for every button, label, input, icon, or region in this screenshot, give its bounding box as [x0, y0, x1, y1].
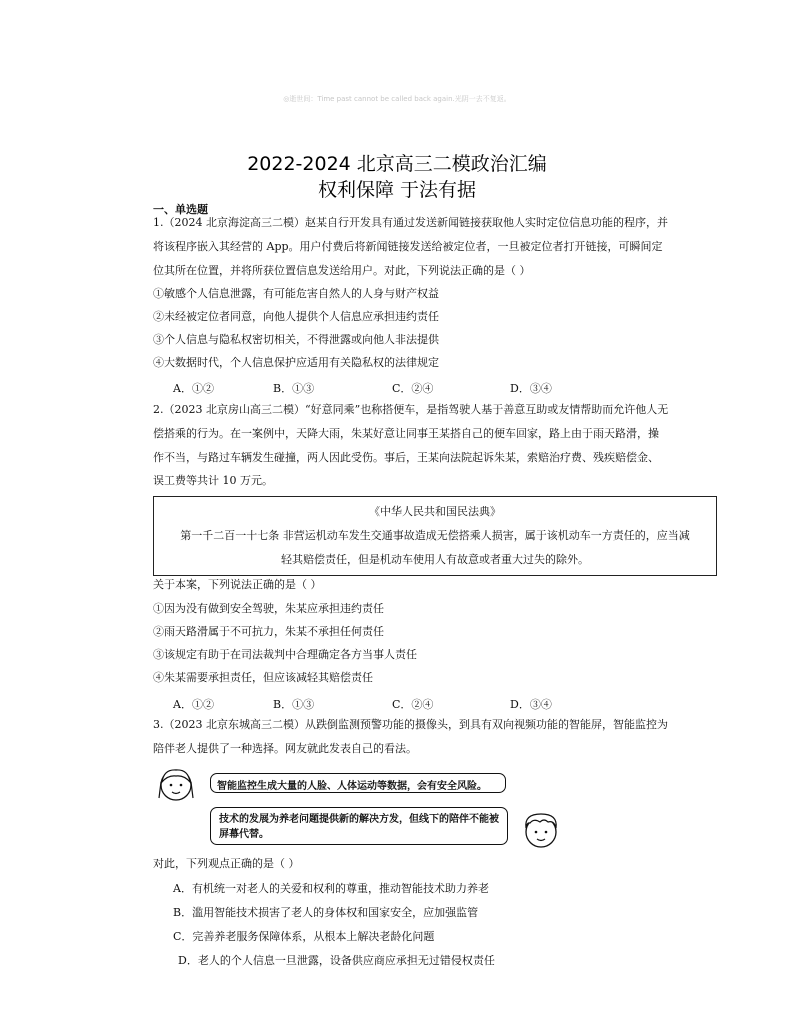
option-d[interactable]: D．③④: [510, 698, 552, 711]
option-b[interactable]: B．滥用智能技术损害了老人的身体权和国家安全，应加强监管: [173, 906, 479, 919]
law-text-line: 第一千二百一十七条 非营运机动车发生交通事故造成无偿搭乘人损害，属于该机动车一方责任的，应当减: [180, 529, 690, 542]
speech-bubble-1: 智能监控生成大量的人脸、人体运动等数据，会有安全风险。: [210, 773, 506, 793]
option-b[interactable]: B．①③: [273, 698, 315, 711]
question-2-stem-line: 作不当，与路过车辆发生碰撞，两人因此受伤。事后，王某向法院起诉朱某，索赔治疗费、残疾赔偿金、: [153, 451, 659, 464]
girl-avatar-icon: [156, 764, 204, 804]
question-1-statement: ③个人信息与隐私权密切相关，不得泄露或向他人非法提供: [153, 333, 439, 346]
question-2-statement: ③该规定有助于在司法裁判中合理确定各方当事人责任: [153, 648, 417, 661]
option-a[interactable]: A．有机统一对老人的关爱和权利的尊重，推动智能技术助力养老: [173, 882, 489, 895]
option-a[interactable]: A．①②: [173, 698, 214, 711]
law-text-line: 轻其赔偿责任，但是机动车使用人有故意或者重大过失的除外。: [281, 553, 589, 566]
question-1-stem-line: 位其所在位置，并将所获位置信息发送给用户。对此，下列说法正确的是（ ）: [153, 264, 531, 277]
option-c[interactable]: C．②④: [392, 698, 434, 711]
question-2-statement: ④朱某需要承担责任，但应该减轻其赔偿责任: [153, 671, 373, 684]
option-b[interactable]: B．①③: [273, 382, 315, 395]
question-1-statement: ②未经被定位者同意，向他人提供个人信息应承担违约责任: [153, 310, 439, 323]
option-a[interactable]: A．①②: [173, 382, 214, 395]
question-1-stem-line: 将该程序嵌入其经营的 App。用户付费后将新闻链接发送给被定位者，一旦被定位者打开链接，可瞬间定: [153, 240, 663, 253]
question-1-statement: ④大数据时代，个人信息保护应适用有关隐私权的法律规定: [153, 356, 439, 369]
question-2-statement: ②雨天路滑属于不可抗力，朱某不承担任何责任: [153, 625, 384, 638]
option-c[interactable]: C．②④: [392, 382, 434, 395]
option-d[interactable]: D．老人的个人信息一旦泄露，设备供应商应承担无过错侵权责任: [178, 954, 495, 967]
question-3-stem-line: 陪伴老人提供了一种选择。网友就此发表自己的看法。: [153, 742, 417, 755]
section-heading: 一、单选题: [153, 203, 208, 216]
question-3-stem: 对此，下列观点正确的是（ ）: [153, 857, 300, 870]
option-d[interactable]: D．③④: [510, 382, 552, 395]
question-1-statement: ①敏感个人信息泄露，有可能危害自然人的人身与财产权益: [153, 287, 439, 300]
boy-avatar-icon: [518, 808, 564, 852]
header-note: ◎逝世间：Time past cannot be called back again.光阴一去不复返。: [283, 95, 511, 103]
option-c[interactable]: C．完善养老服务保障体系，从根本上解决老龄化问题: [173, 930, 435, 943]
law-title: 《中华人民共和国民法典》: [369, 505, 501, 518]
document-title: 2022-2024 北京高三二模政治汇编: [247, 153, 547, 175]
question-2-stem-line: 误工费等共计 10 万元。: [153, 474, 273, 487]
speech-bubble-2: 技术的发展为养老问题提供新的解决方发，但线下的陪伴不能被屏幕代替。: [210, 807, 508, 845]
document-subtitle: 权利保障 于法有据: [317, 179, 477, 201]
question-1-stem-line: 1.（2024 北京海淀高三二模）赵某自行开发具有通过发送新闻链接获取他人实时定位信息功能的程序，并: [153, 216, 668, 229]
question-2-stem-line: 偿搭乘的行为。在一案例中，天降大雨，朱某好意让同事王某搭自己的便车回家，路上由于雨天路滑，操: [153, 427, 659, 440]
question-2-stem: 关于本案，下列说法正确的是（ ）: [153, 578, 322, 591]
question-2-stem-line: 2.（2023 北京房山高三二模）“好意同乘”也称搭便车，是指驾驶人基于善意互助或友情帮助而允许他人无: [153, 403, 669, 416]
question-3-stem-line: 3.（2023 北京东城高三二模）从跌倒监测预警功能的摄像头，到具有双向视频功能的智能屏，智能监控为: [153, 718, 668, 731]
law-excerpt-box: [153, 496, 717, 576]
question-2-statement: ①因为没有做到安全驾驶，朱某应承担违约责任: [153, 602, 384, 615]
